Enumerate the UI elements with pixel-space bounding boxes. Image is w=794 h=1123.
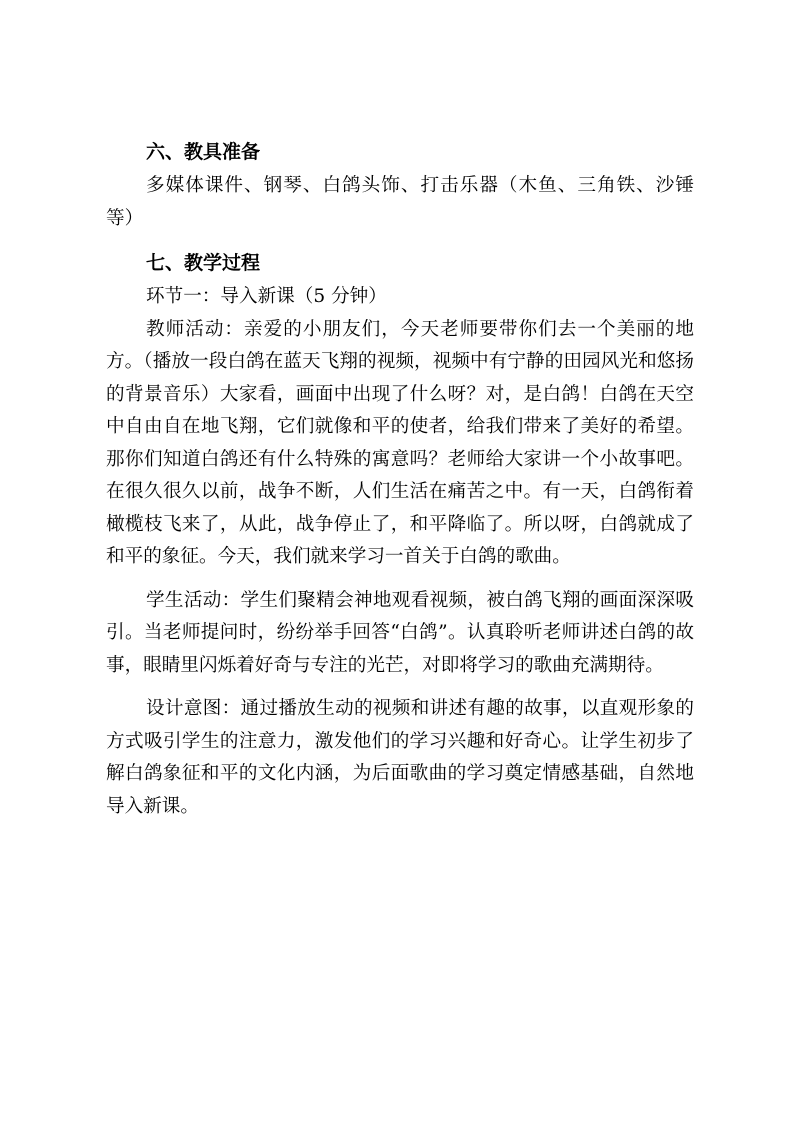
teacher-activity-paragraph: 教师活动：亲爱的小朋友们，今天老师要带你们去一个美丽的地方。（播放一段白鸽在蓝天飞翔的视频，视频中有宁静的田园风光和悠扬的背景音乐）大家看，画面中出现了什么呀？对，是白鸽！白鸽在天空中自由自在地飞翔，它们就像和平的使者，给我们带来了美好的希望。那你们知道白鸽还有什么特殊的寓意吗？老师给大家讲一个小故事吧。在很久很久以前，战争不断，人们生活在痛苦之中。有一天，白鸽衔着橄榄枝飞来了，从此，战争停止了，和平降临了。所以呀，白鸽就成了和平的象征。今天，我们就来学习一首关于白鸽的歌曲。 [106,318,694,567]
teaching-aids-text: 多媒体课件、钢琴、白鸽头饰、打击乐器（木鱼、三角铁、沙锤等） [106,175,694,229]
section-heading-teaching-process: 七、教学过程 [146,252,261,274]
section-heading-teaching-aids: 六、教具准备 [146,141,261,163]
student-activity-paragraph: 学生活动：学生们聚精会神地观看视频，被白鸽飞翔的画面深深吸引。当老师提问时，纷纷举手回答“白鸽”。认真聆听老师讲述白鸽的故事，眼睛里闪烁着好奇与专注的光芒，对即将学习的歌曲充满期待。 [106,589,694,676]
design-intent-paragraph: 设计意图：通过播放生动的视频和讲述有趣的故事，以直观形象的方式吸引学生的注意力，激发他们的学习兴趣和好奇心。让学生初步了解白鸽象征和平的文化内涵，为后面歌曲的学习奠定情感基础，自然地导入新课。 [106,698,694,817]
stage-1-title: 环节一：导入新课（5 分钟） [146,286,387,307]
page-content [106,134,694,823]
